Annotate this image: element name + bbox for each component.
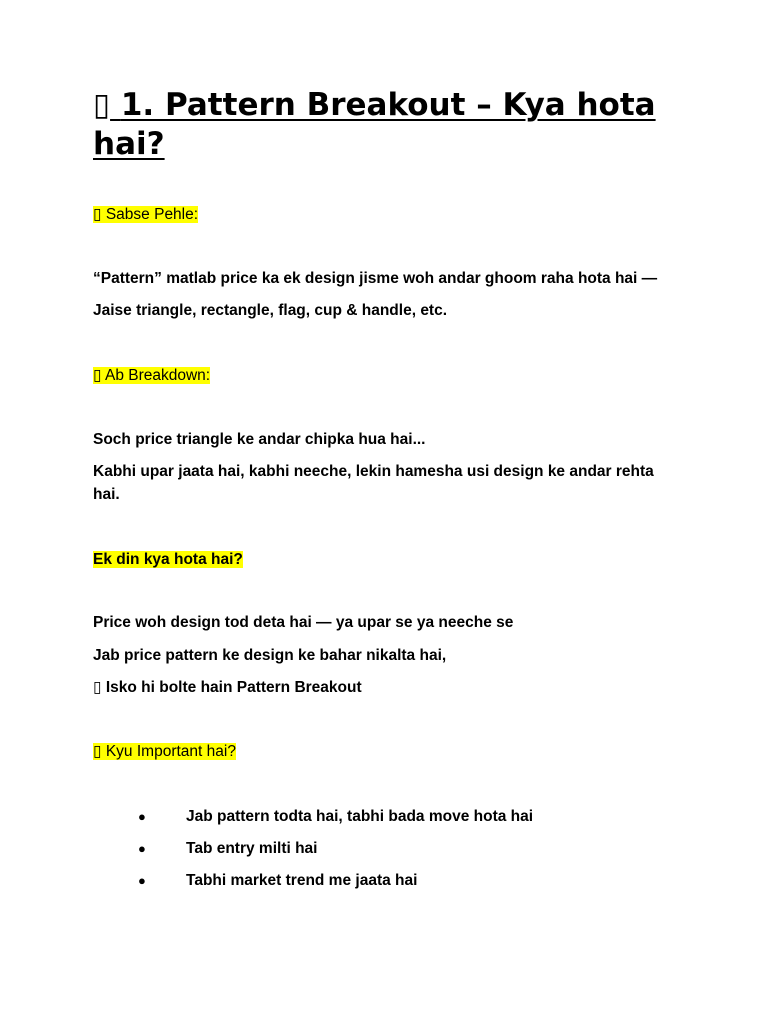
- paragraph-line: Price woh design tod deta hai — ya upar se ya neeche se: [93, 614, 514, 631]
- bullet-icon: ●: [138, 809, 146, 824]
- paragraph-pattern-breakout: [93, 676, 673, 699]
- section-heading-text: Sabse Pehle:: [105, 206, 199, 223]
- missing-glyph-icon: ▯: [93, 743, 102, 760]
- paragraph-line: Kabhi upar jaata hai, kabhi neeche, lekin hamesha usi design ke andar rehta hai.: [93, 463, 654, 503]
- section-heading-text: Kyu Important hai?: [105, 743, 236, 760]
- paragraph-line: Soch price triangle ke andar chipka hua hai...: [93, 431, 426, 448]
- paragraph-line: “Pattern” matlab price ka ek design jisme woh andar ghoom raha hota hai —: [93, 270, 658, 287]
- section-heading-ek-din: [93, 548, 673, 571]
- paragraph-price-tod: [93, 611, 673, 634]
- page-title: [93, 86, 673, 164]
- paragraph-upar-neeche: [93, 460, 673, 506]
- section-heading-ab-breakdown: [93, 364, 673, 387]
- paragraph-pattern-examples: [93, 299, 673, 322]
- paragraph-line: Isko hi bolte hain Pattern Breakout: [105, 679, 362, 696]
- paragraph-pattern-definition: [93, 267, 673, 290]
- bullet-icon: ●: [138, 841, 146, 856]
- bullet-icon: ●: [138, 873, 146, 888]
- page-title-text: 1. Pattern Breakout – Kya hota hai?: [93, 87, 656, 162]
- paragraph-line: Jab price pattern ke design ke bahar nikalta hai,: [93, 647, 447, 664]
- missing-glyph-icon: ▯: [93, 367, 102, 384]
- missing-glyph-icon: ▯: [93, 87, 111, 123]
- list-item-text: Tab entry milti hai: [186, 840, 318, 857]
- section-heading-text: Ab Breakdown:: [104, 367, 211, 384]
- list-item-text: Tabhi market trend me jaata hai: [186, 872, 418, 889]
- paragraph-triangle: [93, 428, 673, 451]
- paragraph-line: Jaise triangle, rectangle, flag, cup & handle, etc.: [93, 302, 448, 319]
- paragraph-bahar-nikalta: [93, 644, 673, 667]
- missing-glyph-icon: ▯: [93, 206, 102, 223]
- section-heading-kyu-important: [93, 740, 673, 763]
- section-heading-text: Ek din kya hota hai?: [93, 551, 243, 568]
- missing-glyph-icon: ▯: [93, 679, 102, 696]
- section-heading-sabse-pehle: [93, 203, 673, 226]
- list-item-text: Jab pattern todta hai, tabhi bada move hota hai: [186, 808, 534, 825]
